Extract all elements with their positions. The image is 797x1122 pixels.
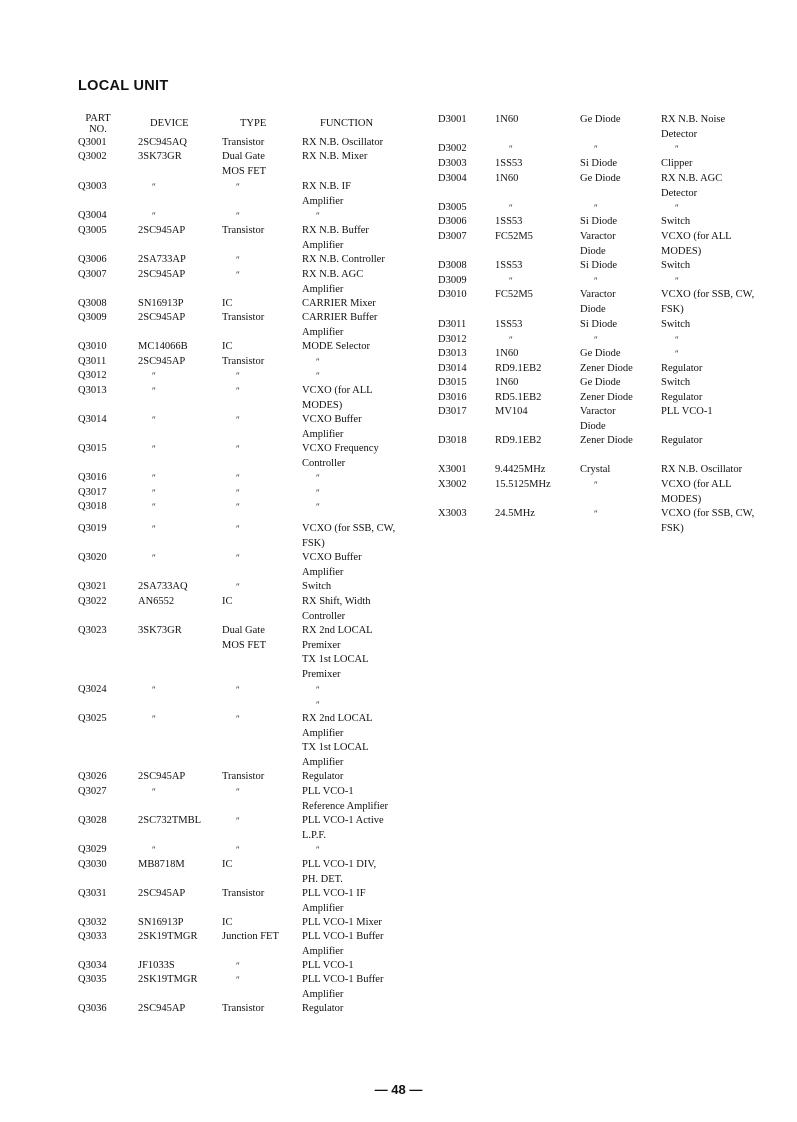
left-cell-part-no: Q3033 [78,931,107,942]
left-cell-function: VCXO Buffer Amplifier [302,552,362,578]
left-cell-part-no: Q3022 [78,596,107,607]
right-cell-function: Switch [661,260,691,271]
right-cell-device: 1SS53 [495,319,523,330]
left-cell-device: 2SC945AP [138,269,186,280]
left-cell-device: SN16913P [138,298,184,309]
left-cell-function: ″ [316,473,320,483]
left-cell-type: Transistor [222,1003,265,1014]
right-cell-device: 1N60 [495,348,519,359]
left-cell-device: 2SA733AP [138,254,186,265]
right-cell-type: ″ [594,509,598,519]
left-cell-type: ″ [236,488,240,498]
left-cell-function: ″ [316,488,320,498]
right-cell-function: RX N.B. Noise Detector [661,114,726,140]
right-cell-type: Ge Diode [580,114,621,125]
right-cell-part-no: D3005 [438,202,467,213]
right-cell-device: 1N60 [495,114,519,125]
left-cell-part-no: Q3018 [78,501,107,512]
right-cell-part-no: X3003 [438,508,467,519]
right-cell-type: ″ [594,335,598,345]
right-cell-function: Regulator [661,363,703,374]
left-cell-part-no: Q3035 [78,974,107,985]
right-cell-type: Si Diode [580,158,618,169]
left-cell-type: IC [222,298,233,309]
left-cell-device: ″ [152,386,156,396]
right-cell-device: FC52M5 [495,289,533,300]
left-cell-part-no: Q3034 [78,960,107,971]
left-cell-type: ″ [236,444,240,454]
left-cell-device: ″ [152,502,156,512]
left-cell-part-no: Q3002 [78,151,107,162]
left-cell-type: Transistor [222,771,265,782]
right-cell-device: 1SS53 [495,158,523,169]
left-cell-function: PLL VCO-1 Active L.P.F. [302,815,384,841]
left-cell-type: Transistor [222,356,265,367]
right-cell-part-no: D3007 [438,231,467,242]
left-cell-type: ″ [236,975,240,985]
left-cell-type: ″ [236,182,240,192]
left-cell-type: ″ [236,685,240,695]
left-cell-type: ″ [236,582,240,592]
right-cell-function: ″ [675,203,679,213]
right-cell-device: 9.4425MHz [495,464,546,475]
left-cell-type: ″ [236,961,240,971]
left-cell-type: ″ [236,714,240,724]
left-cell-function: RX N.B. AGC Amplifier [302,269,364,295]
left-cell-device: ″ [152,415,156,425]
left-cell-function: ″ [316,211,320,221]
left-cell-function: VCXO (for SSB, CW, FSK) [302,523,396,549]
left-cell-device: ″ [152,685,156,695]
right-cell-function: RX N.B. Oscillator [661,464,743,475]
left-cell-function: CARRIER Mixer [302,298,376,309]
left-cell-device: ″ [152,444,156,454]
left-cell-part-no: Q3005 [78,225,107,236]
left-cell-part-no: Q3015 [78,443,107,454]
right-cell-type: ″ [594,144,598,154]
left-cell-function: PLL VCO-1 Buffer Amplifier [302,931,384,957]
left-cell-function: PLL VCO-1 Mixer [302,917,382,928]
left-cell-part-no: Q3001 [78,137,107,148]
right-cell-function: ″ [675,276,679,286]
right-cell-device: 1SS53 [495,216,523,227]
left-cell-function: RX Shift, Width Controller [302,596,371,622]
right-cell-part-no: D3010 [438,289,467,300]
right-cell-function: ″ [675,144,679,154]
left-cell-device: ″ [152,845,156,855]
left-cell-device: 2SA733AQ [138,581,188,592]
left-cell-device: ″ [152,553,156,563]
right-cell-type: Ge Diode [580,348,621,359]
right-cell-part-no: D3013 [438,348,467,359]
right-cell-type: Zener Diode [580,363,633,374]
left-cell-part-no: Q3028 [78,815,107,826]
left-cell-type: IC [222,859,233,870]
left-cell-device: 2SC945AP [138,1003,186,1014]
left-cell-part-no: Q3004 [78,210,107,221]
right-cell-part-no: D3008 [438,260,467,271]
left-cell-part-no: Q3008 [78,298,107,309]
left-cell-function: ″ ″ [316,685,320,710]
left-cell-type: ″ [236,415,240,425]
left-cell-function: Switch [302,581,332,592]
right-cell-function: ″ [675,335,679,345]
left-cell-function: RX N.B. Buffer Amplifier [302,225,369,251]
left-cell-type: IC [222,596,233,607]
right-cell-part-no: X3001 [438,464,467,475]
right-cell-device: 1N60 [495,377,519,388]
header-function: FUNCTION [320,118,374,129]
left-cell-part-no: Q3003 [78,181,107,192]
right-cell-function: Clipper [661,158,693,169]
left-cell-type: Transistor [222,888,265,899]
left-cell-part-no: Q3011 [78,356,107,367]
left-cell-function: CARRIER Buffer Amplifier [302,312,378,338]
left-cell-function: RX N.B. Mixer [302,151,368,162]
left-cell-part-no: Q3006 [78,254,107,265]
left-cell-part-no: Q3021 [78,581,107,592]
left-cell-function: ″ [316,371,320,381]
left-cell-type: Junction FET [222,931,279,942]
left-cell-function: RX N.B. Oscillator [302,137,384,148]
left-cell-device: 2SK19TMGR [138,974,198,985]
left-cell-device: 2SC945AP [138,888,186,899]
left-cell-function: MODE Selector [302,341,370,352]
left-cell-device: ″ [152,211,156,221]
left-cell-part-no: Q3007 [78,269,107,280]
right-cell-device: MV104 [495,406,528,417]
left-cell-function: ″ [316,845,320,855]
right-cell-type: Varactor Diode [580,231,616,257]
left-cell-part-no: Q3016 [78,472,107,483]
left-cell-device: 2SC945AP [138,225,186,236]
right-cell-device: ″ [509,144,513,154]
right-cell-function: VCXO (for SSB, CW, FSK) [661,508,755,534]
right-cell-type: Varactor Diode [580,289,616,315]
right-cell-device: 1N60 [495,173,519,184]
left-cell-device: 3SK73GR [138,151,182,162]
left-cell-device: 2SC732TMBL [138,815,202,826]
left-cell-part-no: Q3017 [78,487,107,498]
right-cell-type: Si Diode [580,260,618,271]
left-cell-part-no: Q3012 [78,370,107,381]
right-cell-part-no: D3012 [438,334,467,345]
left-cell-function: RX N.B. Controller [302,254,385,265]
left-cell-type: Dual Gate MOS FET [222,625,267,651]
right-cell-type: Crystal [580,464,611,475]
left-cell-device: AN6552 [138,596,175,607]
right-cell-function: Switch [661,319,691,330]
left-cell-part-no: Q3014 [78,414,107,425]
right-cell-device: RD9.1EB2 [495,363,542,374]
right-cell-function: VCXO (for ALL MODES) [661,231,732,257]
right-cell-part-no: D3016 [438,392,467,403]
left-cell-part-no: Q3020 [78,552,107,563]
left-cell-device: 2SK19TMGR [138,931,198,942]
left-cell-part-no: Q3026 [78,771,107,782]
left-cell-type: Transistor [222,312,265,323]
left-cell-part-no: Q3010 [78,341,107,352]
left-cell-type: IC [222,917,233,928]
left-cell-function: RX 2nd LOCAL Amplifier TX 1st LOCAL Amplifier [302,713,373,768]
left-cell-function: VCXO Buffer Amplifier [302,414,362,440]
left-cell-part-no: Q3019 [78,523,107,534]
left-cell-type: ″ [236,255,240,265]
left-cell-part-no: Q3032 [78,917,107,928]
right-cell-part-no: D3017 [438,406,467,417]
right-cell-part-no: D3006 [438,216,467,227]
left-cell-part-no: Q3024 [78,684,107,695]
left-cell-device: MC14066B [138,341,188,352]
left-cell-device: ″ [152,524,156,534]
left-cell-device: 2SC945AQ [138,137,188,148]
left-cell-type: ″ [236,845,240,855]
right-cell-type: Ge Diode [580,377,621,388]
right-cell-device: 15.5125MHz [495,479,551,490]
left-cell-part-no: Q3027 [78,786,107,797]
right-cell-type: Si Diode [580,319,618,330]
right-cell-part-no: D3009 [438,275,467,286]
left-cell-device: ″ [152,488,156,498]
right-cell-device: RD5.1EB2 [495,392,542,403]
left-cell-part-no: Q3025 [78,713,107,724]
right-cell-device: RD9.1EB2 [495,435,542,446]
right-cell-part-no: D3003 [438,158,467,169]
left-cell-type: IC [222,341,233,352]
right-cell-function: Regulator [661,392,703,403]
left-cell-function: PLL VCO-1 [302,960,354,971]
right-cell-part-no: D3018 [438,435,467,446]
left-cell-part-no: Q3031 [78,888,107,899]
left-cell-function: ″ [316,357,320,367]
left-cell-function: VCXO (for ALL MODES) [302,385,373,411]
right-cell-part-no: D3015 [438,377,467,388]
right-cell-device: ″ [509,276,513,286]
left-cell-type: ″ [236,787,240,797]
right-cell-function: RX N.B. AGC Detector [661,173,723,199]
left-cell-function: Regulator [302,771,344,782]
left-cell-type: ″ [236,524,240,534]
left-cell-device: SN16913P [138,917,184,928]
left-cell-function: PLL VCO-1 IF Amplifier [302,888,366,914]
left-cell-device: ″ [152,473,156,483]
right-cell-function: Regulator [661,435,703,446]
right-cell-function: Switch [661,216,691,227]
left-cell-type: ″ [236,211,240,221]
right-cell-device: 1SS53 [495,260,523,271]
left-cell-type: Transistor [222,225,265,236]
left-cell-part-no: Q3009 [78,312,107,323]
left-cell-function: ″ [316,502,320,512]
left-cell-part-no: Q3023 [78,625,107,636]
right-cell-part-no: D3011 [438,319,467,330]
left-cell-part-no: Q3029 [78,844,107,855]
left-cell-part-no: Q3036 [78,1003,107,1014]
left-cell-device: 2SC945AP [138,771,186,782]
right-cell-part-no: D3001 [438,114,467,125]
right-cell-type: Varactor Diode [580,406,616,432]
right-cell-function: PLL VCO-1 [661,406,713,417]
left-cell-device: 2SC945AP [138,356,186,367]
right-cell-device: ″ [509,335,513,345]
left-cell-type: ″ [236,270,240,280]
right-cell-function: VCXO (for SSB, CW, FSK) [661,289,755,315]
left-cell-device: ″ [152,182,156,192]
right-cell-type: Zener Diode [580,435,633,446]
left-cell-function: PLL VCO-1 Buffer Amplifier [302,974,384,1000]
left-cell-device: 3SK73GR [138,625,182,636]
left-cell-device: JF1033S [138,960,175,971]
right-cell-part-no: D3004 [438,173,467,184]
left-cell-part-no: Q3013 [78,385,107,396]
left-cell-type: ″ [236,473,240,483]
right-cell-part-no: D3014 [438,363,467,374]
left-cell-type: Dual Gate MOS FET [222,151,267,177]
right-cell-part-no: D3002 [438,143,467,154]
header-part-no: PART NO. [85,113,111,135]
right-cell-device: 24.5MHz [495,508,535,519]
left-cell-device: ″ [152,787,156,797]
page-title: LOCAL UNIT [78,78,169,94]
right-cell-part-no: X3002 [438,479,467,490]
right-cell-function: ″ [675,349,679,359]
right-cell-type: ″ [594,203,598,213]
left-cell-type: Transistor [222,137,265,148]
right-cell-function: VCXO (for ALL MODES) [661,479,732,505]
left-cell-type: ″ [236,553,240,563]
left-cell-type: ″ [236,371,240,381]
left-cell-type: ″ [236,816,240,826]
right-cell-function: Switch [661,377,691,388]
right-cell-type: Si Diode [580,216,618,227]
right-cell-device: FC52M5 [495,231,533,242]
left-cell-part-no: Q3030 [78,859,107,870]
right-cell-device: ″ [509,203,513,213]
right-cell-type: ″ [594,480,598,490]
left-cell-device: 2SC945AP [138,312,186,323]
left-cell-function: RX 2nd LOCAL Premixer TX 1st LOCAL Premixer [302,625,373,680]
left-cell-device: MB8718M [138,859,185,870]
left-cell-type: ″ [236,502,240,512]
left-cell-device: ″ [152,714,156,724]
header-device: DEVICE [150,118,189,129]
left-cell-function: PLL VCO-1 Reference Amplifier [302,786,388,812]
left-cell-function: VCXO Frequency Controller [302,443,379,469]
left-cell-function: Regulator [302,1003,344,1014]
left-cell-device: ″ [152,371,156,381]
left-cell-function: PLL VCO-1 DIV, PH. DET. [302,859,377,885]
left-cell-type: ″ [236,386,240,396]
right-cell-type: Zener Diode [580,392,633,403]
header-type: TYPE [240,118,267,129]
right-cell-type: ″ [594,276,598,286]
left-cell-function: RX N.B. IF Amplifier [302,181,352,207]
right-cell-type: Ge Diode [580,173,621,184]
page-number: — 48 — [374,1082,423,1097]
